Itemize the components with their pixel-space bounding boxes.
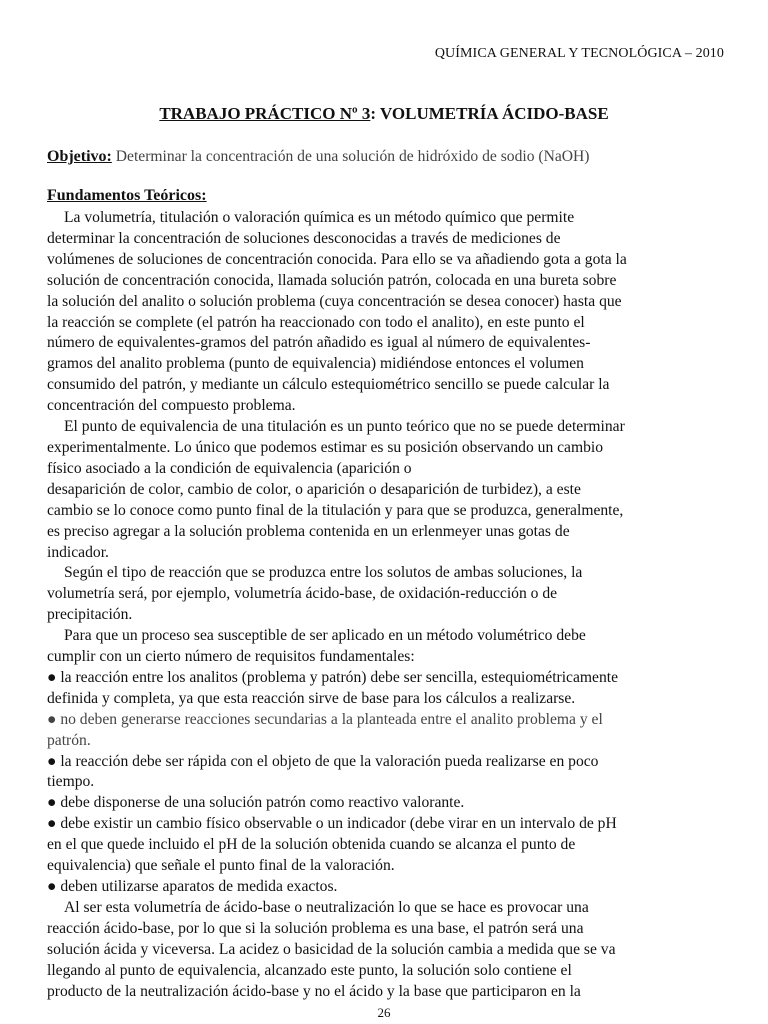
- list-item: ● debe disponerse de una solución patrón como reactivo valorante.: [47, 794, 465, 812]
- text-line: solución ácida y viceversa. La acidez o basicidad de la solución cambia a medida que se va: [47, 940, 616, 958]
- text-line: producto de la neutralización ácido-base y no el ácido y la base que participaron en la: [47, 982, 581, 1000]
- text-line: cumplir con un cierto número de requisitos fundamentales:: [47, 648, 415, 666]
- list-item: ● deben utilizarse aparatos de medida exactos.: [47, 878, 338, 895]
- section-heading-text: Fundamentos Teóricos: [47, 187, 202, 204]
- text-line: determinar la concentración de soluciones desconocidas a través de mediciones de: [47, 229, 561, 247]
- text-line: concentración del compuesto problema.: [47, 397, 296, 415]
- text-line: Para que un proceso sea susceptible de ser aplicado en un método volumétrico debe: [64, 627, 586, 645]
- list-item: ● la reacción entre los analitos (problema y patrón) debe ser sencilla, estequiométricamente: [47, 668, 618, 686]
- list-item: ● la reacción debe ser rápida con el objeto de que la valoración pueda realizarse en poco: [47, 752, 599, 770]
- page-number: 26: [377, 1005, 391, 1020]
- text-line: número de equivalentes-gramos del patrón añadido es igual al número de equivalentes-: [47, 334, 591, 352]
- text-line: Según el tipo de reacción que se produzca entre los solutos de ambas soluciones, la: [64, 564, 583, 582]
- objective-label: Objetivo:: [47, 148, 112, 165]
- objective-line: [47, 148, 728, 166]
- title-main: TRABAJO PRÁCTICO Nº 3: [159, 104, 371, 123]
- text-line: El punto de equivalencia de una titulación es un punto teórico que no se puede determinar: [64, 418, 625, 436]
- text-line: físico asociado a la condición de equivalencia (aparición o: [47, 459, 412, 477]
- text-line: reacción ácido-base, por lo que si la solución problema es una base, el patrón será una: [47, 919, 584, 937]
- text-line: volúmenes de soluciones de concentración conocida. Para ello se va añadiendo gota a gota la: [47, 250, 627, 268]
- list-item: ● debe existir un cambio físico observable o un indicador (debe virar en un intervalo de pH: [47, 815, 617, 833]
- text-line: la solución del analito o solución problema (cuya concentración se desea conocer) hasta que: [47, 292, 622, 310]
- text-line: volumetría será, por ejemplo, volumetría ácido-base, de oxidación-reducción o de: [47, 585, 558, 603]
- page-title: [0, 104, 768, 124]
- section-heading-colon: :: [201, 187, 207, 204]
- text-line: patrón.: [47, 731, 91, 749]
- text-line: definida y completa, ya que esta reacción sirve de base para los cálculos a realizarse.: [47, 689, 576, 707]
- objective-text: Determinar la concentración de una solución de hidróxido de sodio (NaOH): [115, 148, 590, 165]
- text-line: desaparición de color, cambio de color, o aparición o desaparición de turbidez), a este: [47, 480, 581, 498]
- section-heading: [47, 187, 207, 205]
- running-header: QUÍMICA GENERAL Y TECNOLÓGICA – 2010: [434, 46, 724, 61]
- text-line: consumido del patrón, y mediante un cálculo estequiométrico sencillo se puede calcular la: [47, 376, 610, 394]
- text-line: La volumetría, titulación o valoración química es un método químico que permite: [64, 209, 575, 226]
- title-subject: : VOLUMETRÍA ÁCIDO-BASE: [370, 104, 609, 123]
- text-line: gramos del analito problema (punto de equivalencia) midiéndose entonces el volumen: [47, 355, 584, 373]
- text-line: solución de concentración conocida, llamada solución patrón, colocada en una bureta sobre: [47, 271, 617, 289]
- text-line: Al ser esta volumetría de ácido-base o neutralización lo que se hace es provocar una: [64, 898, 589, 916]
- text-line: equivalencia) que señale el punto final de la valoración.: [47, 857, 395, 875]
- text-line: tiempo.: [47, 773, 95, 791]
- text-line: la reacción se complete (el patrón ha reaccionado con todo el analito), en este punto el: [47, 313, 585, 331]
- text-line: experimentalmente. Lo único que podemos estimar es su posición observando un cambio: [47, 438, 604, 456]
- text-line: llegando al punto de equivalencia, alcanzado este punto, la solución solo contiene el: [47, 961, 572, 979]
- text-line: cambio se lo conoce como punto final de la titulación y para que se produzca, generalmente,: [47, 501, 624, 519]
- list-item: ● no deben generarse reacciones secundarias a la planteada entre el analito problema y el: [47, 710, 603, 728]
- text-line: es preciso agregar a la solución problema contenida en un erlenmeyer unas gotas de: [47, 522, 570, 540]
- body-text: [47, 208, 727, 1002]
- text-line: precipitación.: [47, 606, 133, 624]
- text-line: indicador.: [47, 543, 109, 561]
- text-line: en el que quede incluido el pH de la solución obtenida cuando se alcanza el punto de: [47, 836, 576, 854]
